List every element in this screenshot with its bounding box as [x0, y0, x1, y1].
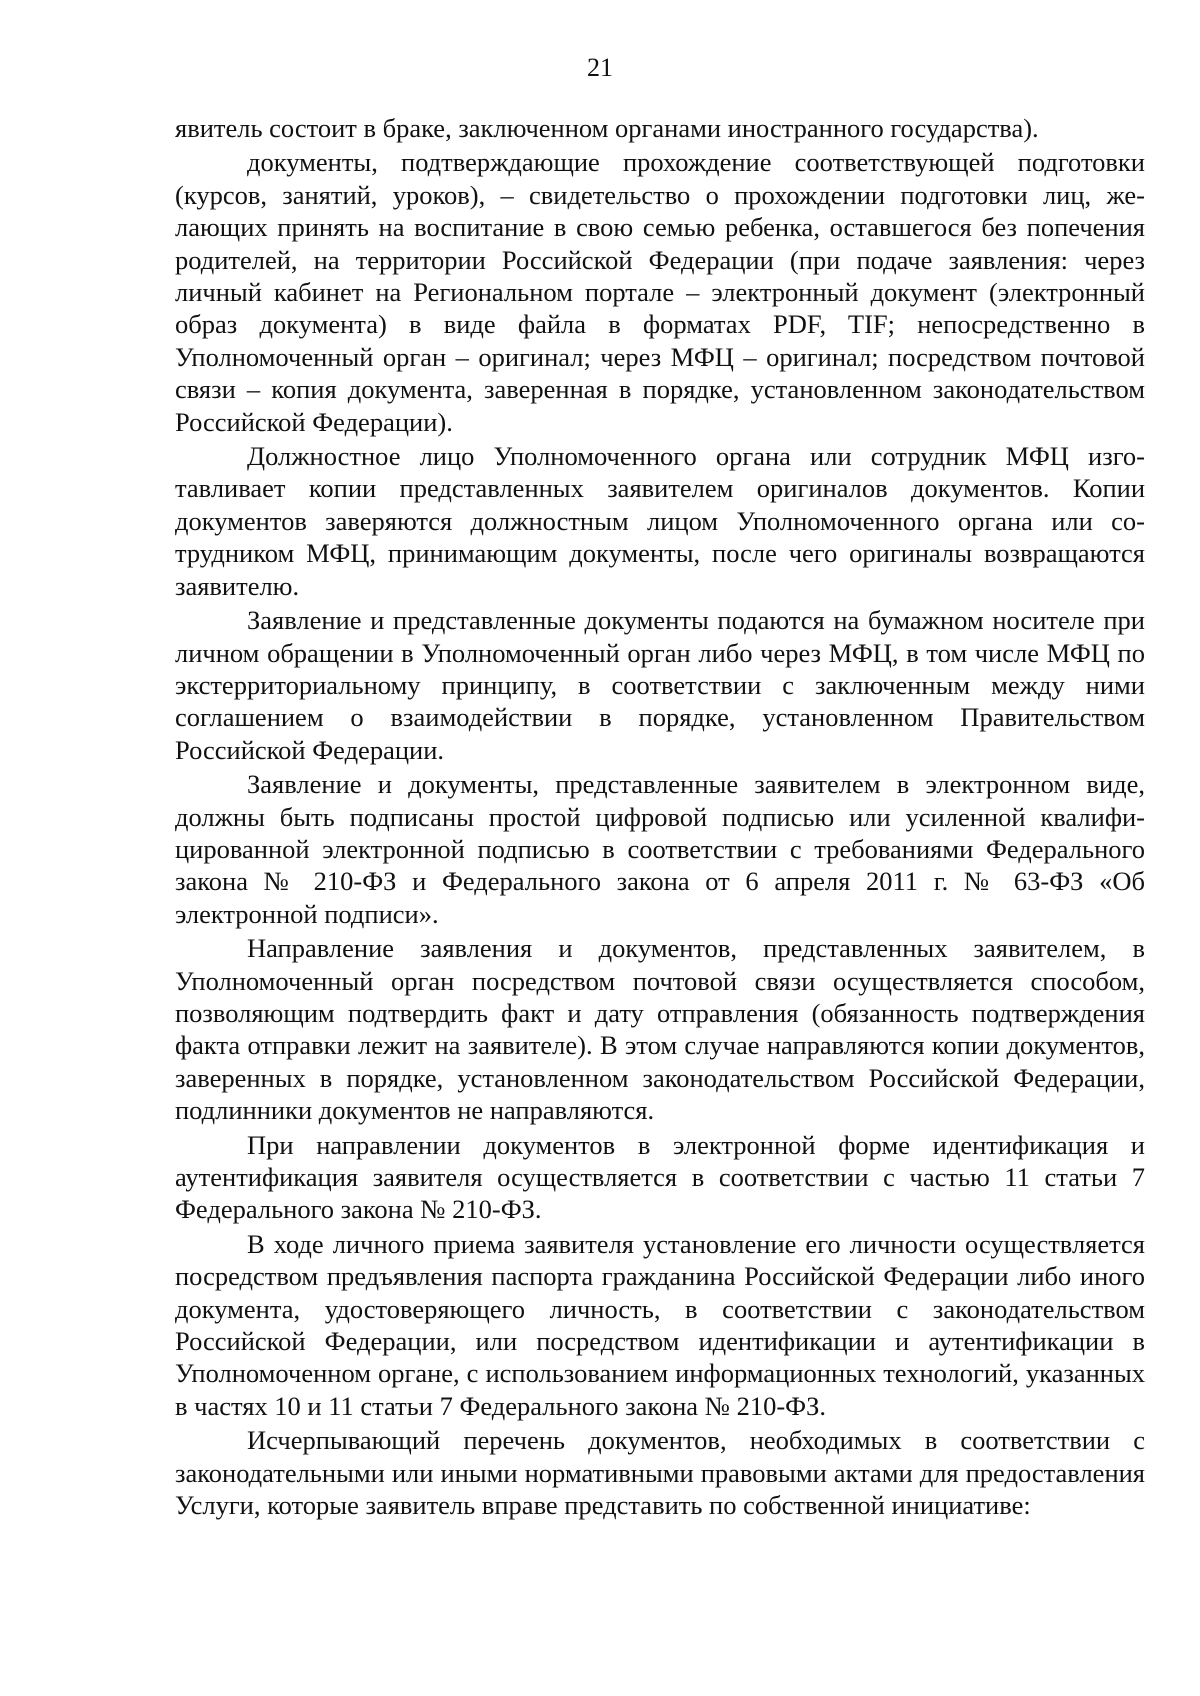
paragraph-personal-reception: В ходе личного приема заявителя установление его личности осуществляется посредством предъявления паспорта гражданина Российской Федерации либо иного документа, удостоверяющего личность, в соответствии с законодательством Российской Федерации, или посредством идентификации и аутентификации в Уполномоченном органе, с использованием информационных технологий, указанных в частях 10 и 11 статьи 7 Федерального закона № 210-ФЗ.	[175, 1228, 1145, 1421]
paragraph-continuation: явитель состоит в браке, заключенном органами иностранного государства).	[175, 113, 1039, 143]
paragraph-postal-submission: Направление заявления и документов, представленных заявителем, в Уполномоченный орган посредством почтовой связи осуществляется способом, позволяющим подтвердить факт и дату отправления (обязанность подтверждения факта отправки лежит на заявителе). В этом случае направляются копии документов, заверенных в порядке, установленном законодательством Российской Федерации, подлинники документов не направляются.	[175, 933, 1145, 1126]
paragraph-paper-submission: Заявление и представленные документы подаются на бумажном носителе при личном обращении в Уполномоченный орган либо через МФЦ, в том числе МФЦ по экстерриториальному принципу, в соответствии с заключенным между ними соглашением о взаимодействии в порядке, установленном Правительством Российской Федерации.	[175, 605, 1145, 765]
paragraph-training-documents: документы, подтверждающие прохождение соответствующей подготовки (курсов, занятий, уроков), – свидетельство о прохождении подготовки лиц, желающих принять на воспитание в свою семью ребенка, оставшегося без попечения родителей, на территории Российской Федерации (при подаче заявления: через личный кабинет на Региональном портале – электронный документ (электронный образ документа) в виде файла в форматах PDF, TIF; непосредственно в Уполномоченный орган – оригинал; через МФЦ – оригинал; посредством почтовой связи – копия документа, заверенная в порядке, установленном законодательством Российской Федерации).	[175, 147, 1145, 437]
document-body	[175, 112, 1145, 1523]
paragraph-optional-documents: Исчерпывающий перечень документов, необходимых в соответствии с законодательными или иными нормативными правовыми актами для предоставления Услуги, которые заявитель вправе представить по собственной инициативе:	[175, 1425, 1145, 1521]
paragraph-electronic-signature: Заявление и документы, представленные заявителем в электронном виде, должны быть подписаны простой цифровой подписью или усиленной квалифицированной электронной подписью в соответствии с требованиями Федерального закона № 210-ФЗ и Федерального закона от 6 апреля 2011 г. № 63-ФЗ «Об электронной подписи».	[175, 769, 1145, 929]
paragraph-electronic-identification: При направлении документов в электронной форме идентификация и аутентификация заявителя осуществляется в соответствии с частью 11 статьи 7 Федерального закона № 210-ФЗ.	[175, 1129, 1145, 1225]
paragraph-document-copies: Должностное лицо Уполномоченного органа или сотрудник МФЦ изготавливает копии представленных заявителем оригиналов документов. Копии документов заверяются должностным лицом Уполномоченного органа или сотрудником МФЦ, принимающим документы, после чего оригиналы возвращаются заявителю.	[175, 441, 1145, 601]
page-number: 21	[587, 53, 613, 82]
